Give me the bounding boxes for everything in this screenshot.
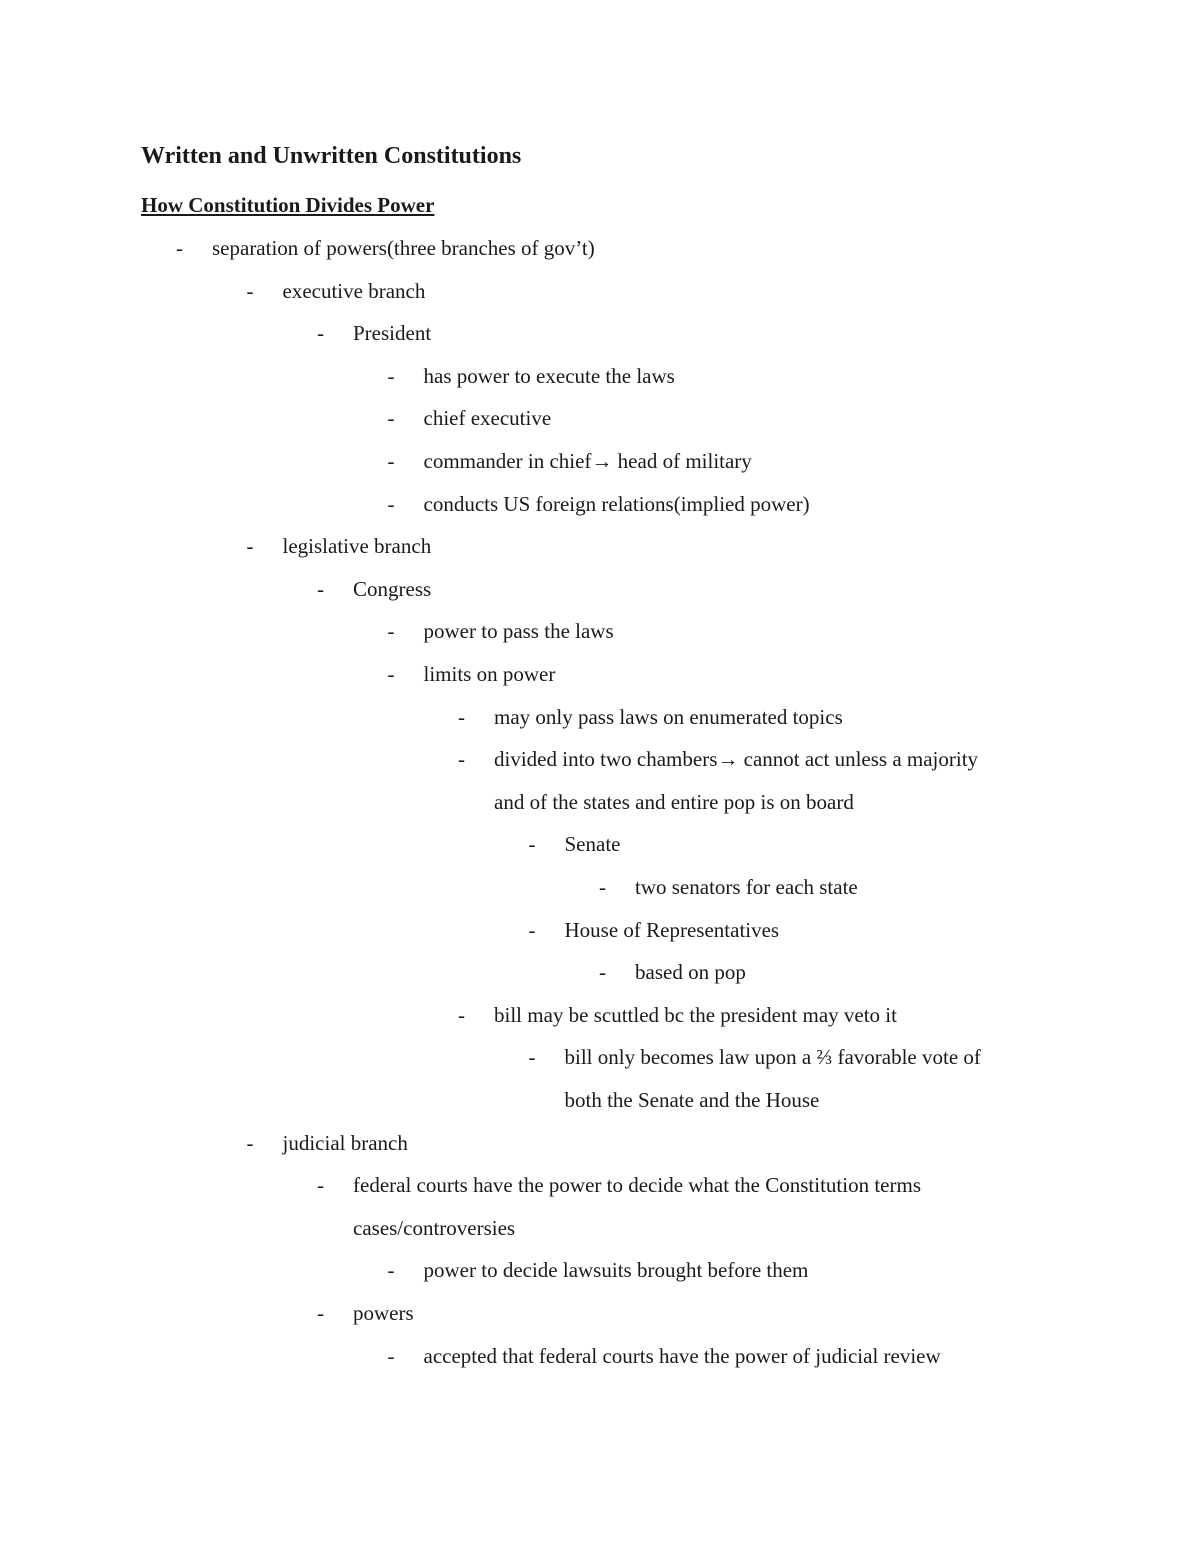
bullet-dash: - <box>387 1343 395 1368</box>
list-item-text: President <box>353 321 432 346</box>
list-item-text: federal courts have the power to decide what the Constitution terms <box>353 1173 921 1198</box>
bullet-dash: - <box>599 960 606 985</box>
bullet-dash: - <box>246 278 254 303</box>
bullet-dash: - <box>317 576 324 601</box>
section-heading: How Constitution Divides Power <box>141 193 435 217</box>
list-item-text: based on pop <box>635 960 746 985</box>
bullet-dash: - <box>528 1045 536 1070</box>
bullet-dash: - <box>387 491 395 516</box>
list-item-text: chief executive <box>423 406 552 431</box>
list-item-text: two senators for each state <box>635 875 858 899</box>
list-item-text: accepted that federal courts have the power of judicial review <box>423 1343 941 1368</box>
list-item-text: commander in chief→ head of military <box>423 449 752 473</box>
list-item-text: House of Representatives <box>564 917 780 942</box>
bullet-dash: - <box>599 875 606 899</box>
bullet-dash: - <box>387 449 395 473</box>
list-item-text: legislative branch <box>282 534 432 559</box>
list-item-text: power to pass the laws <box>423 619 614 644</box>
document-title: Written and Unwritten Constitutions <box>141 143 522 169</box>
list-item-text: Senate <box>564 832 621 857</box>
bullet-dash: - <box>317 1301 324 1325</box>
bullet-dash: - <box>176 236 183 260</box>
list-item-text: cases/controversies <box>353 1215 516 1240</box>
list-item-text: powers <box>353 1301 414 1325</box>
bullet-dash: - <box>387 1258 395 1283</box>
bullet-dash: - <box>528 917 536 942</box>
list-item-text: judicial branch <box>282 1130 408 1155</box>
list-item-text: may only pass laws on enumerated topics <box>494 704 843 729</box>
list-item-text: bill may be scuttled bc the president may veto it <box>494 1002 897 1027</box>
list-item-text: and of the states and entire pop is on board <box>494 789 854 814</box>
bullet-dash: - <box>458 1002 465 1027</box>
bullet-dash: - <box>246 1130 254 1155</box>
bullet-dash: - <box>246 534 254 559</box>
bullet-dash: - <box>528 832 536 857</box>
list-item-text: limits on power <box>423 662 556 686</box>
list-item-text: executive branch <box>282 278 426 303</box>
list-item-text: divided into two chambers→ cannot act unless a majority <box>494 747 979 772</box>
list-item-text: Congress <box>353 576 432 601</box>
list-item-text: power to decide lawsuits brought before them <box>423 1258 809 1283</box>
bullet-dash: - <box>387 406 395 431</box>
list-item-text: separation of powers(three branches of gov’t) <box>212 236 595 260</box>
bullet-dash: - <box>387 662 395 686</box>
bullet-dash: - <box>317 321 324 346</box>
bullet-dash: - <box>387 619 395 644</box>
list-item-text: has power to execute the laws <box>423 363 675 388</box>
list-item-text: bill only becomes law upon a ⅔ favorable vote of <box>564 1045 981 1070</box>
bullet-dash: - <box>458 704 465 729</box>
list-item-text: conducts US foreign relations(implied power) <box>423 491 810 516</box>
list-item-text: both the Senate and the House <box>564 1088 820 1112</box>
bullet-dash: - <box>458 747 465 772</box>
bullet-dash: - <box>387 363 395 388</box>
bullet-dash: - <box>317 1173 324 1198</box>
